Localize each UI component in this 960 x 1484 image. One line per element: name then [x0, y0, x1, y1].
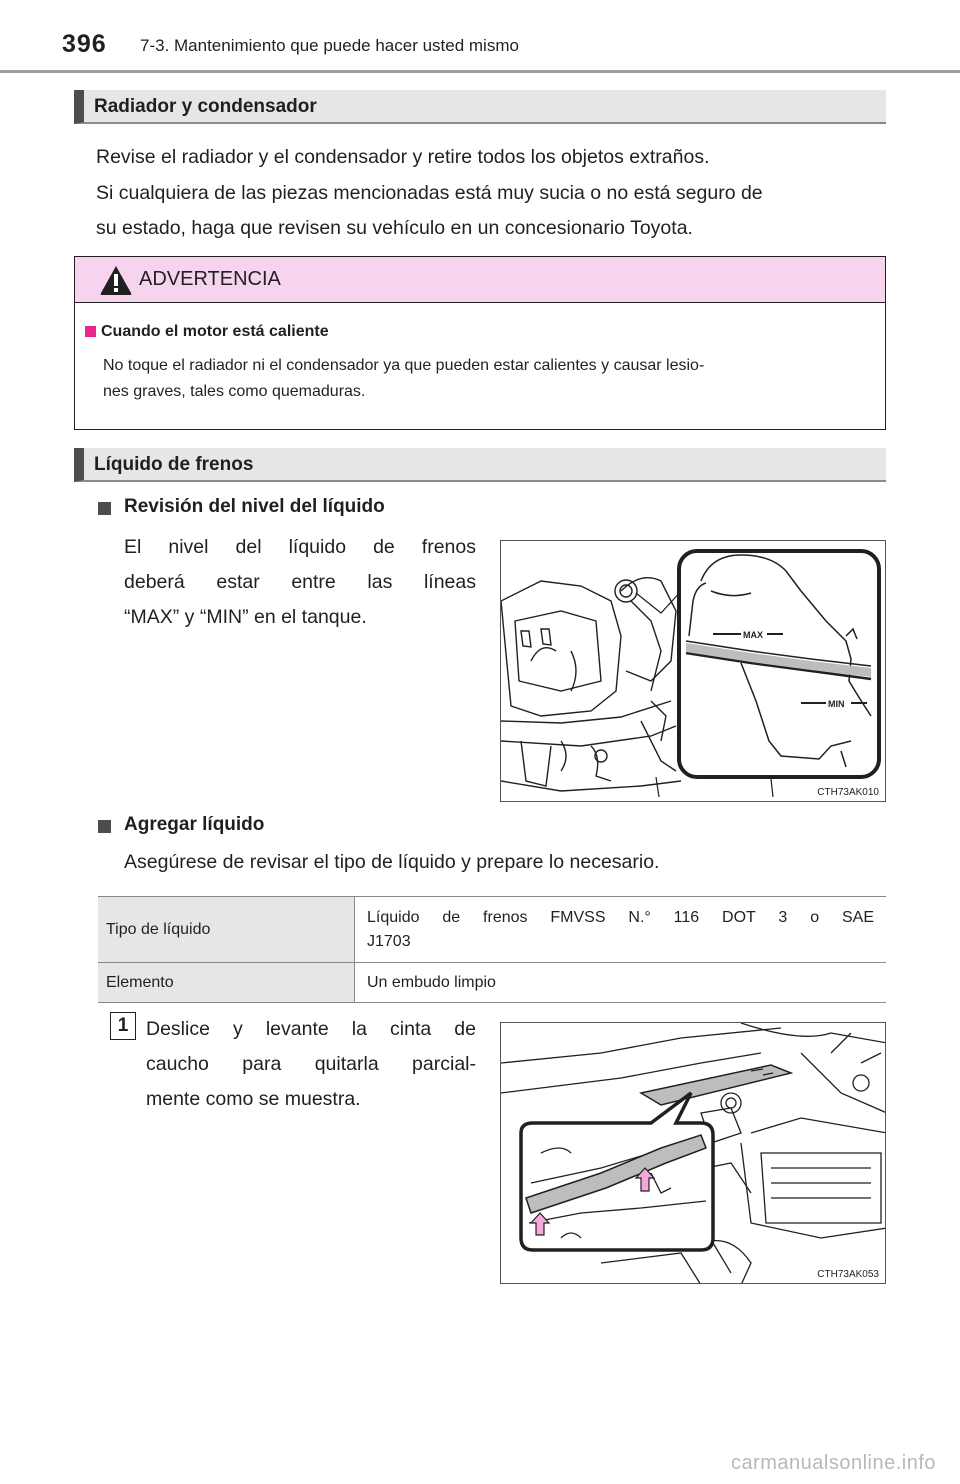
warning-body-line-2: nes graves, tales como quemaduras. [103, 383, 366, 400]
section-heading-radiator [74, 90, 886, 124]
check-level-line-2: deberá estar entre las líneas [124, 571, 476, 593]
add-fluid-title: Agregar líquido [124, 814, 265, 835]
warning-triangle-icon [99, 264, 133, 296]
figure-code: CTH73AK053 [817, 1269, 879, 1280]
section-heading-brake-fluid [74, 448, 886, 482]
chapter-title: 7-3. Mantenimiento que puede hacer usted mismo [140, 36, 519, 55]
radiator-paragraph-1: Revise el radiador y el condensador y retire todos los objetos extraños. [96, 146, 710, 168]
watermark: carmanualsonline.info [730, 1452, 936, 1474]
step1-line-1: Deslice y levante la cinta de [146, 1018, 476, 1040]
step1-line-3: mente como se muestra. [146, 1088, 361, 1110]
warning-body-line-1: No toque el radiador ni el condensador ya que pueden estar calientes y causar lesio- [103, 357, 705, 374]
check-level-line-3: “MAX” y “MIN” en el tanque. [124, 606, 367, 628]
warning-box [74, 256, 886, 430]
table-value-cell [355, 897, 887, 963]
figure-rubber-strip [500, 1022, 886, 1284]
square-bullet-icon [98, 820, 111, 833]
section-heading-radiator-label: Radiador y condensador [94, 96, 317, 117]
square-bullet-icon [98, 502, 111, 515]
header-rule [0, 70, 960, 73]
engine-bay-illustration [501, 541, 886, 802]
table-value-cell: Un embudo limpio [355, 963, 887, 1003]
pink-square-bullet-icon [85, 326, 96, 337]
figure-code: CTH73AK010 [817, 787, 879, 798]
fluid-spec-table [98, 896, 886, 1003]
table-header-cell: Elemento [98, 963, 355, 1003]
table-value-line: J1703 [367, 932, 411, 950]
rubber-strip-illustration [501, 1023, 886, 1284]
check-level-line-1: El nivel del líquido de frenos [124, 536, 476, 558]
warning-title: ADVERTENCIA [139, 268, 281, 290]
step1-line-2: caucho para quitarla parcial- [146, 1053, 476, 1075]
page-number: 396 [62, 30, 107, 58]
max-label: MAX [743, 630, 763, 640]
table-row [98, 963, 886, 1003]
warning-subtitle: Cuando el motor está caliente [101, 323, 329, 340]
figure-brake-reservoir [500, 540, 886, 802]
check-level-title: Revisión del nivel del líquido [124, 496, 385, 517]
table-value-line: Líquido de frenos FMVSS N.° 116 DOT 3 o SAE [367, 908, 874, 926]
warning-body [103, 353, 873, 405]
section-heading-brake-fluid-label: Líquido de frenos [94, 454, 254, 475]
table-header-cell: Tipo de líquido [98, 897, 355, 963]
radiator-paragraph-2-line-1: Si cualquiera de las piezas mencionadas está muy sucia o no está seguro de [96, 182, 763, 204]
step-number: 1 [110, 1012, 136, 1040]
min-label: MIN [828, 699, 845, 709]
add-fluid-text: Asegúrese de revisar el tipo de líquido y prepare lo necesario. [124, 851, 660, 873]
radiator-paragraph-2-line-2: su estado, haga que revisen su vehículo en un concesionario Toyota. [96, 217, 693, 239]
table-row [98, 897, 886, 963]
warning-header [75, 257, 885, 303]
